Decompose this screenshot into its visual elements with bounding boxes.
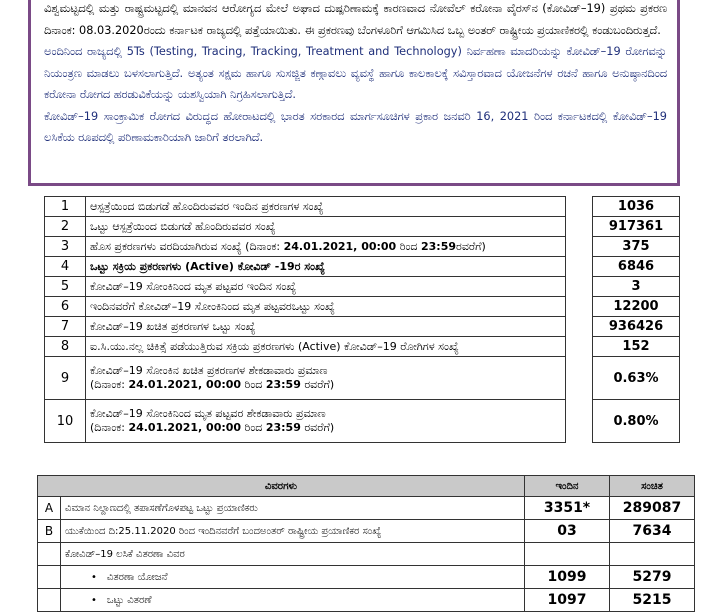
date-range-end: 23:59: [265, 378, 301, 391]
row-number: 5: [45, 277, 86, 297]
date-range-end: 23:59: [265, 421, 301, 434]
bullet-icon: •: [91, 571, 97, 583]
row-value: 0.80%: [593, 400, 680, 443]
row-number: 3: [45, 237, 86, 257]
table-row: [38, 589, 695, 612]
today-value: 1099: [525, 566, 610, 589]
row-value: 152: [593, 337, 680, 357]
row-description: ಕೋವಿಡ್–19 ಖಚಿತ ಪ್ರಕರಣಗಳ ಒಟ್ಟು ಸಂಖ್ಯೆ: [86, 317, 566, 337]
row-number: 6: [45, 297, 86, 317]
row-description: ಯುಕೆಯಿಂದ ದಿ:25.11.2020 ರಿಂದ ಇಂದಿನವರೆಗೆ ಬಂದಅಂತರ್ ರಾಷ್ಟ್ರೀಯ ಪ್ರಯಾಣಿಕರ ಸಂಖ್ಯೆ: [61, 520, 525, 543]
row-description: ಕೋವಿಡ್–19 ಸೋಂಕಿನಿಂದ ಮೃತ ಪಟ್ಟವರ ಇಂದಿನ ಸಂಖ್ಯೆ: [86, 277, 566, 297]
cumulative-value: 289087: [610, 497, 695, 520]
header-today: ಇಂದಿನ: [525, 476, 610, 497]
row-number: 4: [45, 257, 86, 277]
row-letter: B: [38, 520, 61, 543]
intro-paragraph-2: ಅಂದಿನಿಂದ ರಾಜ್ಯದಲ್ಲಿ 5Ts (Testing, Tracing, Tracking, Treatment and Technology) ನಿರ್ವಹಣಾ ಮಾದರಿಯನ್ನು ಕೋವಿಡ್–19 ರೋಗವನ್ನು ನಿಯಂತ್ರಣ ಮಾಡಲು ಬಳಸಲಾಗುತ್ತಿದೆ. ಅತ್ಯಂತ ಸಕ್ಷಮ ಹಾಗೂ ಸುಸಜ್ಜಿತ ಕಣ್ಗಾವಲು ವ್ಯವಸ್ಥೆ ಹಾಗೂ ಕಾಲಕಾಲಕ್ಕೆ ಸವಿಸ್ತಾರವಾದ ಯೋಜನೆಗಳ ರಚನೆ ಹಾಗೂ ಅನುಷ್ಠಾನದಿಂದ ಕರೋನಾ ರೋಗದ ಹರಡುವಿಕೆಯನ್ನು ಯಶಸ್ವಿಯಾಗಿ ನಿಗ್ರಹಿಸಲಾಗುತ್ತಿದೆ.: [44, 45, 667, 101]
spacer-cell: [566, 400, 593, 443]
row-number: 2: [45, 217, 86, 237]
vaccine-title: ಕೋವಿಡ್–19 ಲಸಿಕೆ ವಿತರಣಾ ವಿವರ: [61, 543, 525, 566]
desc-text: ರಿಂದ: [241, 421, 266, 434]
row-description: ಆಸ್ಪತ್ರೆಯಿಂದ ಬಿಡುಗಡೆ ಹೊಂದಿರುವವರ ಇಂದಿನ ಪ್ರಕರಣಗಳ ಸಂಖ್ಯೆ: [86, 197, 566, 217]
table-row: [45, 277, 680, 297]
covid-stats-table: [44, 196, 680, 443]
desc-text: ರವರೆಗೆ): [300, 378, 335, 391]
desc-text: ರವರೆಗೆ): [456, 239, 486, 253]
date-range-start: 24.01.2021, 00:00: [128, 421, 242, 434]
header-details: ವಿವರಗಳು: [38, 476, 525, 497]
table-row: [38, 566, 695, 589]
today-value: 03: [525, 520, 610, 543]
table-row: [38, 520, 695, 543]
row-number: 10: [45, 400, 86, 443]
desc-text: ರವರೆಗೆ): [300, 421, 335, 434]
cumulative-value: [610, 543, 695, 566]
desc-text: ರಿಂದ: [241, 378, 266, 391]
spacer-cell: [566, 257, 593, 277]
row-letter: A: [38, 497, 61, 520]
desc-text: (ದಿನಾಂಕ:: [90, 378, 129, 391]
intro-paragraph-1: ವಿಶ್ವಮಟ್ಟದಲ್ಲಿ ಮತ್ತು ರಾಷ್ಟ್ರಮಟ್ಟದಲ್ಲಿ ಮಾನವನ ಆರೋಗ್ಯದ ಮೇಲೆ ಅಘಾದ ದುಷ್ಪರಿಣಾಮಕ್ಕೆ ಕಾರಣವಾದ ನೋವೆಲ್ ಕರೋನಾ ವೈರಸ್‌ನ (ಕೋವಿಡ್–19) ಪ್ರಥಮ ಪ್ರಕರಣ ದಿನಾಂಕ: 08.03.2020ರಂದು ಕರ್ನಾಟಕ ರಾಜ್ಯದಲ್ಲಿ ಪತ್ತೆಯಾಯಿತು. ಈ ಪ್ರಕರಣವು ಬೆಂಗಳೂರಿಗೆ ಆಗಮಿಸಿದ ಒಬ್ಬ ಅಂತರ್ ರಾಷ್ಟ್ರೀಯ ಪ್ರಯಾಣಿಕರಲ್ಲಿ ಕಂಡುಬಂದಿರುತ್ತದೆ.: [44, 2, 667, 37]
spacer-cell: [566, 337, 593, 357]
row-number: 9: [45, 357, 86, 400]
vaccine-item-label: ವಿತರಣಾ ಯೋಜನೆ: [106, 571, 168, 583]
desc-line: [90, 378, 561, 392]
table-row: [45, 217, 680, 237]
vaccine-item-label: ಒಟ್ಟು ವಿತರಣೆ: [106, 594, 152, 606]
row-letter: [38, 543, 61, 566]
row-value: 6846: [593, 257, 680, 277]
desc-text: ರಿಂದ: [396, 239, 421, 253]
desc-line: ಕೋವಿಡ್–19 ಸೋಂಕಿನ ಖಚಿತ ಪ್ರಕರಣಗಳ ಶೇಕಡಾವಾರು ಪ್ರಮಾಣ: [90, 364, 328, 377]
cumulative-value: 5279: [610, 566, 695, 589]
row-value: 3: [593, 277, 680, 297]
row-description: ಐ.ಸಿ.ಯು.ನಲ್ಲ ಚಿಕಿತ್ಸೆ ಪಡೆಯುತ್ತಿರುವ ಸಕ್ರಿಯ ಪ್ರಕರಣಗಳು (Active) ಕೋವಿಡ್–19 ರೋಗಿಗಳ ಸಂಖ್ಯೆ: [86, 337, 566, 357]
table-row: [45, 257, 680, 277]
desc-line: ಕೋವಿಡ್–19 ಸೋಂಕಿನಿಂದ ಮೃತ ಪಟ್ಟವರ ಶೇಕಡಾವಾರು ಪ್ರಮಾಣ: [90, 407, 326, 420]
row-description: [86, 357, 566, 400]
spacer-cell: [566, 317, 593, 337]
row-number: 8: [45, 337, 86, 357]
desc-text: (ದಿನಾಂಕ:: [90, 421, 129, 434]
table-header-row: [38, 476, 695, 497]
desc-text: ಹೊಸ ಪ್ರಕರಣಗಳು ವರದಿಯಾಗಿರುವ ಸಂಖ್ಯೆ (ದಿನಾಂಕ:: [90, 239, 284, 253]
row-value: 936426: [593, 317, 680, 337]
date-range-end: 23:59: [421, 239, 457, 253]
intro-box: [28, 0, 680, 186]
row-description: [86, 400, 566, 443]
row-number: 1: [45, 197, 86, 217]
vaccine-item: [61, 566, 525, 589]
desc-line: [90, 421, 561, 435]
spacer-cell: [566, 217, 593, 237]
row-letter: [38, 566, 61, 589]
spacer-cell: [566, 197, 593, 217]
table-row: [45, 237, 680, 257]
bullet-icon: •: [91, 594, 97, 606]
row-value: 917361: [593, 217, 680, 237]
table-row: [45, 297, 680, 317]
date-range-start: 24.01.2021, 00:00: [283, 239, 397, 253]
row-description: ಇಂದಿನವರೆಗೆ ಕೋವಿಡ್–19 ಸೋಂಕಿನಿಂದ ಮೃತ ಪಟ್ಟವರಒಟ್ಟು ಸಂಖ್ಯೆ: [86, 297, 566, 317]
spacer-cell: [566, 297, 593, 317]
row-value: 12200: [593, 297, 680, 317]
row-description: ಒಟ್ಟು ಸಕ್ರಿಯ ಪ್ರಕರಣಗಳು (Active) ಕೋವಿಡ್ -19ರ ಸಂಖ್ಯೆ: [86, 257, 566, 277]
table-row: [45, 197, 680, 217]
spacer-cell: [566, 237, 593, 257]
table-row: [38, 497, 695, 520]
spacer-cell: [566, 357, 593, 400]
row-number: 7: [45, 317, 86, 337]
header-cumulative: ಸಂಚಿತ: [610, 476, 695, 497]
cumulative-value: 7634: [610, 520, 695, 543]
date-range-start: 24.01.2021, 00:00: [128, 378, 242, 391]
table-row: [45, 337, 680, 357]
table-row: [38, 543, 695, 566]
row-description: [86, 237, 566, 257]
today-value: 1097: [525, 589, 610, 612]
row-description: ವಿಮಾನ ನಿಲ್ದಾಣದಲ್ಲಿ ತಪಾಸಣೆಗೊಳಪಟ್ಟ ಒಟ್ಟು ಪ್ರಯಾಣಿಕರು: [61, 497, 525, 520]
row-description: ಒಟ್ಟು ಆಸ್ಪತ್ರೆಯಿಂದ ಬಿಡುಗಡೆ ಹೊಂದಿರುವವರ ಸಂಖ್ಯೆ: [86, 217, 566, 237]
table-row: [45, 400, 680, 443]
table-row: [45, 317, 680, 337]
row-value: 0.63%: [593, 357, 680, 400]
table-row: [45, 357, 680, 400]
today-value: [525, 543, 610, 566]
cumulative-value: 5215: [610, 589, 695, 612]
vaccine-item: [61, 589, 525, 612]
today-value: 3351*: [525, 497, 610, 520]
row-value: 375: [593, 237, 680, 257]
row-value: 1036: [593, 197, 680, 217]
row-letter: [38, 589, 61, 612]
intro-paragraph-3: ಕೋವಿಡ್–19 ಸಾಂಕ್ರಾಮಿಕ ರೋಗದ ವಿರುದ್ಧದ ಹೋರಾಟದಲ್ಲಿ ಭಾರತ ಸರಕಾರದ ಮಾರ್ಗಸೂಚಿಗಳ ಪ್ರಕಾರ ಜನವರಿ 16, 2021 ರಿಂದ ಕರ್ನಾಟಕದಲ್ಲಿ ಕೋವಿಡ್–19 ಲಸಿಕೆಯ ರೂಪದಲ್ಲಿ ಪರಿಣಾಮಕಾರಿಯಾಗಿ ಜಾರಿಗೆ ತರಲಾಗಿದೆ.: [44, 109, 667, 144]
spacer-cell: [566, 277, 593, 297]
travel-vaccine-table: [37, 475, 695, 612]
